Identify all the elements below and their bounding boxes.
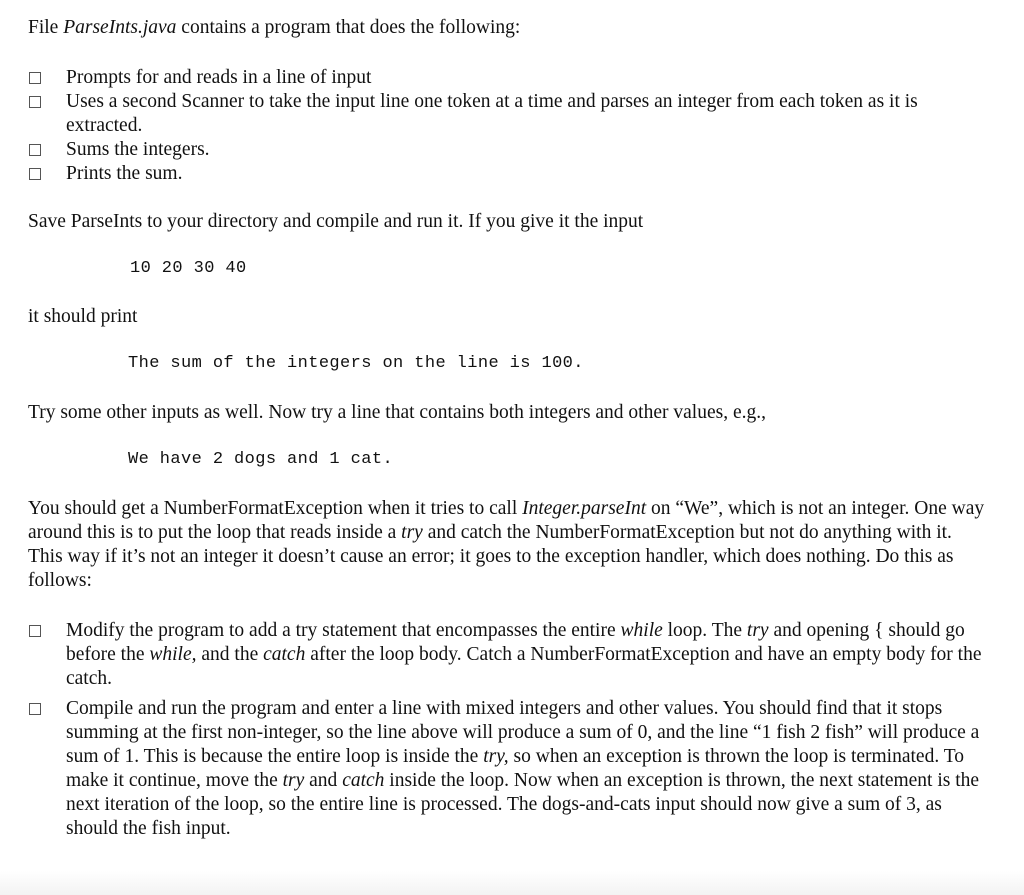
list-item-text: Sums the integers.: [66, 139, 210, 160]
list-item: [28, 697, 988, 841]
list-item: [28, 619, 988, 691]
steps-list: [28, 66, 988, 186]
should-print-text: it should print: [28, 306, 138, 327]
keyword-catch: catch: [263, 644, 306, 665]
text-run: after the loop body. Catch a NumberFormatException and have an empty body for the catch.: [66, 644, 982, 689]
list-item-text: Prompts for and reads in a line of input: [66, 67, 372, 88]
text-run: and the: [196, 644, 264, 665]
code-input-example: 10 20 30 40: [130, 259, 247, 278]
keyword-try: try: [401, 522, 423, 543]
document-page: [28, 16, 988, 841]
keyword-while: while,: [149, 644, 197, 665]
checkbox-icon: [29, 72, 41, 84]
list-item-text: Prints the sum.: [66, 163, 183, 184]
text-run: Modify the program to add a try statement that encompasses the entire: [66, 620, 621, 641]
intro-filename: ParseInts.java: [63, 17, 177, 38]
method-name: Integer.parseInt: [522, 498, 647, 519]
keyword-try: try: [746, 620, 769, 641]
intro-suffix: contains a program that does the following:: [176, 17, 521, 38]
try-paragraph: Try some other inputs as well. Now try a line that contains both integers and other values, e.g.,: [28, 402, 766, 423]
checkbox-icon: [29, 703, 41, 715]
checkbox-icon: [29, 625, 41, 637]
keyword-try: try,: [483, 746, 509, 767]
save-paragraph: Save ParseInts to your directory and compile and run it. If you give it the input: [28, 211, 644, 232]
intro-prefix: File: [28, 17, 64, 38]
list-item-text: Uses a second Scanner to take the input line one token at a time and parses an integer from each token as it is extracted.: [66, 91, 918, 136]
instructions-list: [28, 619, 988, 841]
code-output-example: The sum of the integers on the line is 100.: [128, 354, 584, 373]
checkbox-icon: [29, 168, 41, 180]
list-item: [28, 162, 988, 186]
text-run: and: [304, 770, 343, 791]
text-run: so when an exception is thrown the loop is terminated. To make it continue, move the: [66, 746, 965, 791]
exception-paragraph: [28, 497, 988, 593]
text-run: Compile and run the program and enter a line with mixed integers and other values. You should find that it stops summing at the first non-integer, so the line above will produce a sum of 0, and the line “1 fish 2 fish” will produce a sum of 1. This is because the entire loop is inside the: [66, 698, 980, 767]
list-item: [28, 138, 988, 162]
list-item: [28, 90, 988, 138]
intro-paragraph: [28, 16, 988, 40]
text-run: and catch the NumberFormatException but not do anything with it. This way if it’s not an integer it doesn’t cause an error; it goes to the exception handler, which does nothing. Do this as follows:: [28, 522, 954, 591]
keyword-while: while: [620, 620, 663, 641]
bottom-edge-shade: [0, 871, 1024, 895]
text-run: loop. The: [662, 620, 747, 641]
text-run: on “We”, which is not an integer. One way around this is to put the loop that reads inside a: [28, 498, 985, 543]
list-item: [28, 66, 988, 90]
checkbox-icon: [29, 144, 41, 156]
code-mixed-example: We have 2 dogs and 1 cat.: [128, 450, 394, 469]
text-run: and opening { should go before the: [66, 620, 965, 665]
keyword-try: try: [282, 770, 305, 791]
keyword-catch: catch: [342, 770, 385, 791]
text-run: You should get a NumberFormatException when it tries to call: [28, 498, 523, 519]
text-run: inside the loop. Now when an exception is thrown, the next statement is the next iteration of the loop, so the entire line is processed. The dogs-and-cats input should now give a sum of 3, as should the fish input.: [66, 770, 980, 839]
checkbox-icon: [29, 96, 41, 108]
